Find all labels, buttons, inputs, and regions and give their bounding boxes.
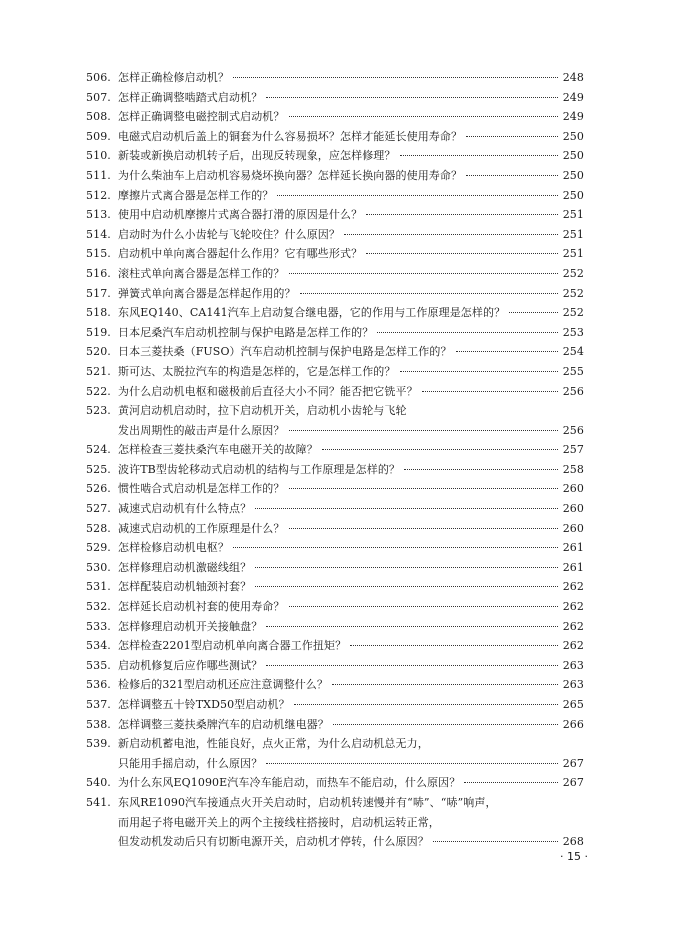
toc-entry-first-line bbox=[86, 323, 584, 343]
toc-entry-title: 启动机修复后应作哪些测试？ bbox=[118, 658, 263, 672]
dot-leader bbox=[344, 234, 558, 235]
toc-entry-title: 滚柱式单向离合器是怎样工作的？ bbox=[118, 266, 285, 280]
toc-entry-first-line bbox=[86, 577, 584, 597]
toc-entry-first-line bbox=[86, 675, 584, 695]
toc-entry-page: 260 bbox=[562, 521, 584, 535]
toc-entry-first-line bbox=[86, 538, 584, 558]
toc-entry bbox=[86, 499, 584, 519]
toc-entry bbox=[86, 558, 584, 578]
toc-entry-number: 532. bbox=[86, 600, 111, 614]
toc-entry-page: 250 bbox=[562, 149, 584, 163]
toc-entry-page: 249 bbox=[562, 110, 584, 124]
toc-entry bbox=[86, 656, 584, 676]
toc-entry bbox=[86, 636, 584, 656]
toc-entry-title: 为什么柴油车上启动机容易烧坏换向器？怎样延长换向器的使用寿命？ bbox=[118, 168, 463, 182]
toc-entry-title: 日本三菱扶桑（FUSO）汽车启动机控制与保护电路是怎样工作的？ bbox=[118, 345, 452, 359]
toc-entry bbox=[86, 284, 584, 304]
toc-entry-number: 538. bbox=[86, 717, 111, 731]
toc-entry bbox=[86, 303, 584, 323]
toc-entry-page: 249 bbox=[562, 90, 584, 104]
toc-entry-number: 518. bbox=[86, 306, 111, 320]
toc-entry-number: 508. bbox=[86, 110, 111, 124]
dot-leader bbox=[400, 155, 559, 156]
toc-entry-title: 怎样正确检修启动机？ bbox=[118, 71, 229, 84]
dot-leader bbox=[289, 528, 559, 529]
toc-entry-page: 266 bbox=[562, 717, 584, 731]
toc-entry bbox=[86, 793, 584, 852]
dot-leader bbox=[332, 684, 558, 685]
toc-entry-title: 只能用手摇启动，什么原因？ bbox=[118, 756, 263, 770]
toc-entry-continuation-line bbox=[86, 421, 584, 441]
toc-entry-first-line bbox=[86, 146, 584, 166]
toc-entry-number: 524. bbox=[86, 443, 111, 457]
toc-entry-page: 250 bbox=[562, 188, 584, 202]
toc-entry-title: 东风EQ140、CA141汽车上启动复合继电器，它的作用与工作原理是怎样的？ bbox=[118, 306, 506, 320]
toc-entry-number: 511. bbox=[86, 168, 111, 182]
dot-leader bbox=[277, 195, 558, 196]
dot-leader bbox=[255, 567, 558, 568]
toc-entry-number: 506. bbox=[86, 71, 111, 84]
toc-entry-number: 537. bbox=[86, 698, 111, 711]
toc-entry-first-line bbox=[86, 617, 584, 637]
toc-entry-first-line bbox=[86, 499, 584, 519]
dot-leader bbox=[433, 841, 558, 842]
toc-entry bbox=[86, 225, 584, 245]
dot-leader bbox=[266, 626, 558, 627]
dot-leader bbox=[289, 488, 559, 489]
toc-entry-page: 268 bbox=[562, 835, 584, 849]
toc-entry-number: 517. bbox=[86, 286, 111, 300]
toc-entry-number: 541. bbox=[86, 795, 111, 809]
toc-entry-page: 255 bbox=[562, 364, 584, 378]
toc-entry-page: 250 bbox=[562, 129, 584, 143]
dot-leader bbox=[233, 547, 558, 548]
toc-entry-page: 256 bbox=[562, 423, 584, 437]
dot-leader bbox=[466, 175, 558, 176]
dot-leader bbox=[289, 606, 559, 607]
toc-entry-page: 263 bbox=[562, 678, 584, 692]
dot-leader bbox=[300, 293, 558, 294]
toc-entry bbox=[86, 264, 584, 284]
dot-leader bbox=[466, 136, 558, 137]
toc-entry-page: 262 bbox=[562, 639, 584, 653]
toc-entry-number: 530. bbox=[86, 560, 111, 574]
toc-entry-title: 怎样调整三菱扶桑牌汽车的启动机继电器？ bbox=[118, 717, 329, 731]
toc-entry bbox=[86, 205, 584, 225]
toc-entry-page: 263 bbox=[562, 658, 584, 672]
toc-entry-title: 减速式启动机有什么特点？ bbox=[118, 502, 252, 516]
toc-entry-page: 257 bbox=[562, 443, 584, 457]
toc-entry bbox=[86, 519, 584, 539]
toc-entry-number: 513. bbox=[86, 208, 111, 222]
toc-entry-number: 527. bbox=[86, 502, 111, 516]
dot-leader bbox=[464, 782, 558, 783]
toc-entry-number: 528. bbox=[86, 521, 111, 535]
toc-entry-title: 斯可达、太脱拉汽车的构造是怎样的，它是怎样工作的？ bbox=[118, 364, 396, 378]
toc-entry-first-line bbox=[86, 107, 584, 127]
dot-leader bbox=[266, 97, 558, 98]
toc-entry-title: 弹簧式单向离合器是怎样起作用的？ bbox=[118, 286, 296, 300]
toc-entry bbox=[86, 675, 584, 695]
toc-entry-title: 怎样配装启动机轴颈衬套？ bbox=[118, 580, 252, 594]
toc-entry-page: 252 bbox=[562, 306, 584, 320]
toc-entry bbox=[86, 382, 584, 402]
toc-entry-page: 267 bbox=[562, 776, 584, 790]
toc-entry-continuation-line bbox=[86, 813, 584, 833]
toc-entry-continuation-line bbox=[86, 832, 584, 852]
toc-entry-first-line bbox=[86, 558, 584, 578]
toc-entry-number: 529. bbox=[86, 541, 111, 555]
toc-entry-page: 253 bbox=[562, 325, 584, 339]
dot-leader bbox=[294, 704, 558, 705]
dot-leader bbox=[289, 273, 559, 274]
toc-entry bbox=[86, 440, 584, 460]
toc-entry-page: 251 bbox=[562, 208, 584, 222]
toc-entry bbox=[86, 342, 584, 362]
toc-entry-page: 267 bbox=[562, 756, 584, 770]
toc-entry-number: 534. bbox=[86, 639, 111, 653]
toc-entry bbox=[86, 166, 584, 186]
toc-entry-first-line bbox=[86, 244, 584, 264]
toc-entry-page: 248 bbox=[562, 71, 584, 84]
toc-entry bbox=[86, 244, 584, 264]
dot-leader bbox=[404, 469, 558, 470]
toc-entry-page: 252 bbox=[562, 266, 584, 280]
toc-entry-first-line bbox=[86, 793, 584, 813]
toc-entry bbox=[86, 715, 584, 735]
toc-entry-title: 怎样正确调整啮踏式启动机？ bbox=[118, 90, 263, 104]
toc-entry-number: 509. bbox=[86, 129, 111, 143]
toc-entry-title: 但发动机发动后只有切断电源开关，启动机才停转，什么原因？ bbox=[118, 835, 429, 849]
toc-entry bbox=[86, 695, 584, 715]
toc-entry-number: 526. bbox=[86, 482, 111, 496]
toc-entry-page: 260 bbox=[562, 502, 584, 516]
toc-entry bbox=[86, 88, 584, 108]
toc-entry-number: 536. bbox=[86, 678, 111, 692]
dot-leader bbox=[322, 449, 558, 450]
dot-leader bbox=[366, 214, 558, 215]
toc-entry-title: 而用起子将电磁开关上的两个主接线柱搭接时，启动机运转正常， bbox=[118, 815, 440, 829]
toc-entry-page: 262 bbox=[562, 600, 584, 614]
toc-entry bbox=[86, 127, 584, 147]
toc-entry-first-line bbox=[86, 695, 584, 715]
toc-entry-title: 怎样延长启动机衬套的使用寿命？ bbox=[118, 600, 285, 614]
toc-entry-number: 535. bbox=[86, 658, 111, 672]
toc-entry-number: 540. bbox=[86, 776, 111, 790]
toc-entry-title: 惯性啮合式启动机是怎样工作的？ bbox=[118, 482, 285, 496]
toc-entry-title: 使用中启动机摩擦片式离合器打滑的原因是什么？ bbox=[118, 208, 363, 222]
toc-entry-number: 522. bbox=[86, 384, 111, 398]
toc-entry-continuation-line bbox=[86, 754, 584, 774]
toc-entry-first-line bbox=[86, 166, 584, 186]
toc-entry-first-line bbox=[86, 68, 584, 88]
toc-entry-first-line bbox=[86, 382, 584, 402]
toc-entry-first-line bbox=[86, 656, 584, 676]
toc-entry-title: 电磁式启动机后盖上的铜套为什么容易损坏？怎样才能延长使用寿命？ bbox=[118, 129, 463, 143]
toc-entry bbox=[86, 597, 584, 617]
toc-entry-title: 为什么东风EQ1090E汽车冷车能启动，而热车不能启动，什么原因？ bbox=[118, 776, 461, 790]
toc-entry-first-line bbox=[86, 264, 584, 284]
toc-entry-first-line bbox=[86, 205, 584, 225]
toc-entry-title: 黄河启动机启动时，拉下启动机开关，启动机小齿轮与飞轮 bbox=[118, 404, 407, 418]
toc-entry-title: 摩擦片式离合器是怎样工作的？ bbox=[118, 188, 274, 202]
toc-entry-title: 怎样正确调整电磁控制式启动机？ bbox=[118, 110, 285, 124]
toc-entry-first-line bbox=[86, 715, 584, 735]
toc-entry-title: 怎样修理启动机激磁线组？ bbox=[118, 560, 252, 574]
toc-entry bbox=[86, 146, 584, 166]
toc-entry-title: 东风RE1090汽车接通点火开关启动时，启动机转速慢并有“哧”、“哧”响声， bbox=[118, 795, 497, 809]
toc-entry-number: 519. bbox=[86, 325, 111, 339]
toc-entry-title: 新启动机蓄电池，性能良好，点火正常，为什么启动机总无力， bbox=[118, 737, 429, 751]
toc-entry-page: 262 bbox=[562, 580, 584, 594]
toc-entry-first-line bbox=[86, 303, 584, 323]
toc-entry bbox=[86, 538, 584, 558]
dot-leader bbox=[350, 645, 558, 646]
dot-leader bbox=[509, 312, 558, 313]
toc-entry bbox=[86, 617, 584, 637]
toc-entry bbox=[86, 107, 584, 127]
toc-entry-page: 251 bbox=[562, 227, 584, 241]
dot-leader bbox=[366, 253, 558, 254]
toc-entry bbox=[86, 323, 584, 343]
toc-entry-number: 515. bbox=[86, 247, 111, 261]
dot-leader bbox=[333, 724, 558, 725]
dot-leader bbox=[422, 391, 558, 392]
toc-entry-first-line bbox=[86, 127, 584, 147]
table-of-contents bbox=[86, 68, 584, 852]
dot-leader bbox=[377, 332, 558, 333]
toc-entry-page: 260 bbox=[562, 482, 584, 496]
toc-entry-number: 520. bbox=[86, 345, 111, 359]
toc-entry-page: 265 bbox=[562, 698, 584, 711]
toc-entry-number: 510. bbox=[86, 149, 111, 163]
toc-entry-number: 507. bbox=[86, 90, 111, 104]
toc-entry-number: 512. bbox=[86, 188, 111, 202]
toc-entry-number: 525. bbox=[86, 462, 111, 476]
toc-entry-title: 怎样检修启动机电枢？ bbox=[118, 541, 229, 555]
toc-entry bbox=[86, 68, 584, 88]
toc-entry bbox=[86, 479, 584, 499]
toc-entry-title: 怎样调整五十铃TXD50型启动机？ bbox=[118, 698, 290, 711]
toc-entry-number: 533. bbox=[86, 619, 111, 633]
toc-entry-title: 发出周期性的敲击声是什么原因？ bbox=[118, 423, 285, 437]
toc-entry-first-line bbox=[86, 186, 584, 206]
toc-entry-page: 256 bbox=[562, 384, 584, 398]
toc-entry-first-line bbox=[86, 773, 584, 793]
toc-entry-number: 539. bbox=[86, 737, 111, 751]
toc-entry bbox=[86, 362, 584, 382]
toc-entry-page: 254 bbox=[562, 345, 584, 359]
toc-entry bbox=[86, 734, 584, 773]
toc-entry-title: 启动机中单向离合器起什么作用？它有哪些形式？ bbox=[118, 247, 363, 261]
toc-entry-number: 523. bbox=[86, 404, 111, 418]
toc-entry-number: 514. bbox=[86, 227, 111, 241]
dot-leader bbox=[255, 508, 558, 509]
toc-entry bbox=[86, 186, 584, 206]
toc-entry-first-line bbox=[86, 636, 584, 656]
toc-entry-first-line bbox=[86, 284, 584, 304]
dot-leader bbox=[266, 763, 558, 764]
toc-entry-first-line bbox=[86, 440, 584, 460]
toc-entry bbox=[86, 460, 584, 480]
dot-leader bbox=[233, 77, 558, 78]
toc-entry-first-line bbox=[86, 88, 584, 108]
toc-entry-page: 258 bbox=[562, 462, 584, 476]
toc-entry-first-line bbox=[86, 519, 584, 539]
toc-entry-title: 检修后的321型启动机还应注意调整什么？ bbox=[118, 678, 328, 692]
toc-entry-page: 252 bbox=[562, 286, 584, 300]
toc-entry-first-line bbox=[86, 479, 584, 499]
toc-entry-first-line bbox=[86, 225, 584, 245]
toc-entry-first-line bbox=[86, 460, 584, 480]
toc-entry-title: 怎样检查2201型启动机单向离合器工作扭矩？ bbox=[118, 639, 347, 653]
toc-entry-title: 怎样检查三菱扶桑汽车电磁开关的故障？ bbox=[118, 443, 318, 457]
dot-leader bbox=[400, 371, 559, 372]
toc-entry-title: 新装或新换启动机转子后，出现反转现象，应怎样修理？ bbox=[118, 149, 396, 163]
toc-entry bbox=[86, 773, 584, 793]
toc-entry-number: 531. bbox=[86, 580, 111, 594]
dot-leader bbox=[456, 351, 558, 352]
toc-entry-number: 516. bbox=[86, 266, 111, 280]
toc-entry-page: 251 bbox=[562, 247, 584, 261]
dot-leader bbox=[255, 586, 558, 587]
toc-entry-first-line bbox=[86, 401, 584, 421]
page-number: · 15 · bbox=[560, 850, 588, 863]
toc-entry-title: 减速式启动机的工作原理是什么？ bbox=[118, 521, 285, 535]
toc-entry-first-line bbox=[86, 734, 584, 754]
toc-entry-title: 启动时为什么小齿轮与飞轮咬住？什么原因？ bbox=[118, 227, 340, 241]
toc-entry bbox=[86, 401, 584, 440]
toc-entry-page: 261 bbox=[562, 560, 584, 574]
toc-entry-title: 怎样修理启动机开关接触盘？ bbox=[118, 619, 263, 633]
toc-entry-title: 为什么启动机电枢和磁极前后直径大小不同？能否把它铣平？ bbox=[118, 384, 418, 398]
toc-entry-first-line bbox=[86, 597, 584, 617]
dot-leader bbox=[289, 116, 559, 117]
toc-entry-page: 262 bbox=[562, 619, 584, 633]
toc-entry-page: 250 bbox=[562, 168, 584, 182]
toc-entry bbox=[86, 577, 584, 597]
toc-entry-first-line bbox=[86, 362, 584, 382]
toc-entry-first-line bbox=[86, 342, 584, 362]
toc-entry-title: 日本尼桑汽车启动机控制与保护电路是怎样工作的？ bbox=[118, 325, 374, 339]
dot-leader bbox=[266, 665, 558, 666]
toc-entry-number: 521. bbox=[86, 364, 111, 378]
toc-entry-page: 261 bbox=[562, 541, 584, 555]
toc-entry-title: 波许TB型齿轮移动式启动机的结构与工作原理是怎样的？ bbox=[118, 462, 401, 476]
dot-leader bbox=[289, 430, 559, 431]
